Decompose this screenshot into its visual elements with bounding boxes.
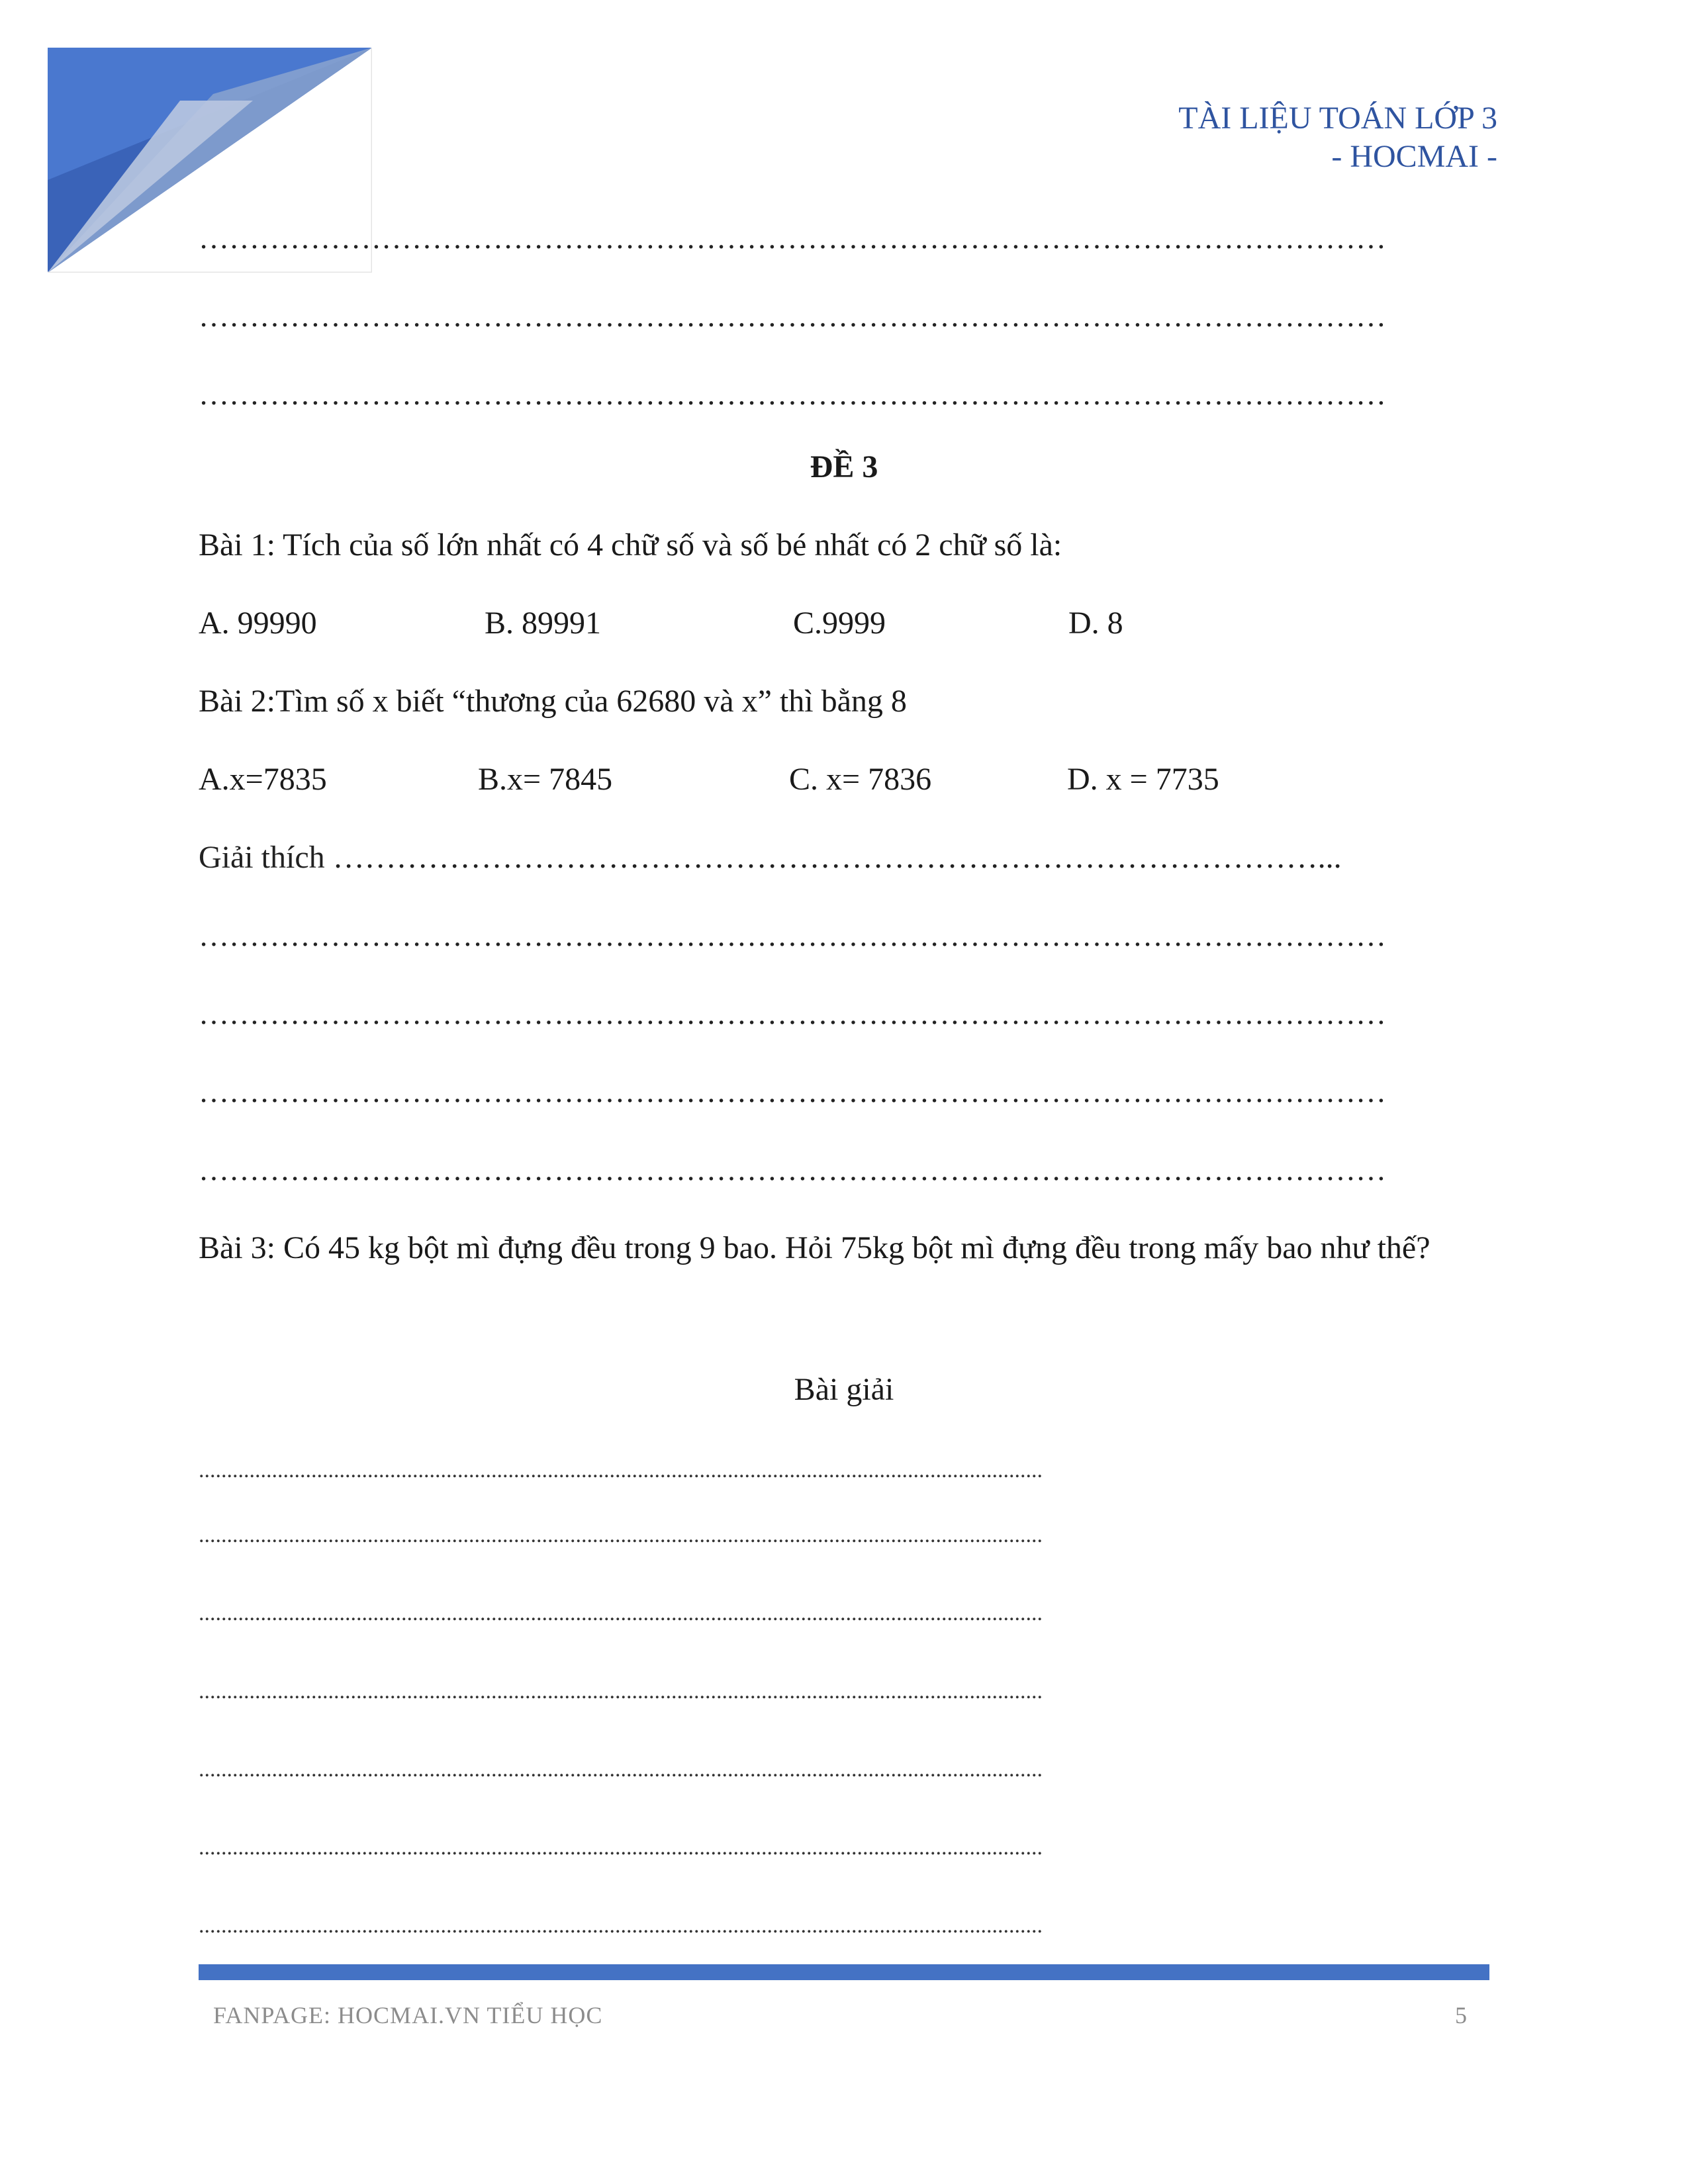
bai2-explain-line: Giải thích …………………………………………………………………………………... <box>199 840 1342 875</box>
exam-title: ĐỀ 3 <box>810 449 878 484</box>
header-title: TÀI LIỆU TOÁN LỚP 3 <box>1178 101 1497 136</box>
solution-line: ...................................................................................................................................................... <box>199 1757 1043 1782</box>
answer-line: ……………………………………………………………………………………………………… <box>199 1075 1386 1109</box>
bai1-option-c: C.9999 <box>793 606 886 641</box>
bai1-option-a: A. 99990 <box>199 606 317 641</box>
solution-line: ...................................................................................................................................................... <box>199 1679 1043 1704</box>
answer-line: ……………………………………………………………………………………………………… <box>199 377 1386 411</box>
bai1-question: Bài 1: Tích của số lớn nhất có 4 chữ số và số bé nhất có 2 chữ số là: <box>199 527 1062 563</box>
solution-line: ...................................................................................................................................................... <box>199 1601 1043 1625</box>
bai3-question: Bài 3: Có 45 kg bột mì đựng đều trong 9 bao. Hỏi 75kg bột mì đựng đều trong mấy bao như thế? <box>199 1230 1430 1265</box>
bai2-option-a: A.x=7835 <box>199 762 327 797</box>
footer-divider <box>199 1964 1489 1980</box>
bai2-option-b: B.x= 7845 <box>478 762 613 797</box>
bai2-option-c: C. x= 7836 <box>789 762 932 797</box>
header-subtitle: - HOCMAI - <box>1331 139 1497 174</box>
page-number: 5 <box>1455 2002 1467 2028</box>
answer-line: ……………………………………………………………………………………………………… <box>199 919 1386 952</box>
answer-line: ……………………………………………………………………………………………………… <box>199 1153 1386 1187</box>
bai1-option-d: D. 8 <box>1068 606 1123 641</box>
solution-line: ...................................................................................................................................................... <box>199 1458 1043 1482</box>
answer-line: ……………………………………………………………………………………………………… <box>199 299 1386 333</box>
document-header <box>1178 99 1497 176</box>
solution-line: ...................................................................................................................................................... <box>199 1835 1043 1860</box>
answer-line: ……………………………………………………………………………………………………… <box>199 221 1386 255</box>
solution-line: ...................................................................................................................................................... <box>199 1913 1043 1938</box>
answer-line: ……………………………………………………………………………………………………… <box>199 997 1386 1030</box>
solution-label: Bài giải <box>794 1372 894 1407</box>
solution-line: ...................................................................................................................................................... <box>199 1523 1043 1547</box>
footer-fanpage: FANPAGE: HOCMAI.VN TIỂU HỌC <box>213 2002 603 2028</box>
bai1-option-b: B. 89991 <box>485 606 602 641</box>
bai2-question: Bài 2:Tìm số x biết “thương của 62680 và x” thì bằng 8 <box>199 684 907 719</box>
bai2-option-d: D. x = 7735 <box>1067 762 1219 797</box>
